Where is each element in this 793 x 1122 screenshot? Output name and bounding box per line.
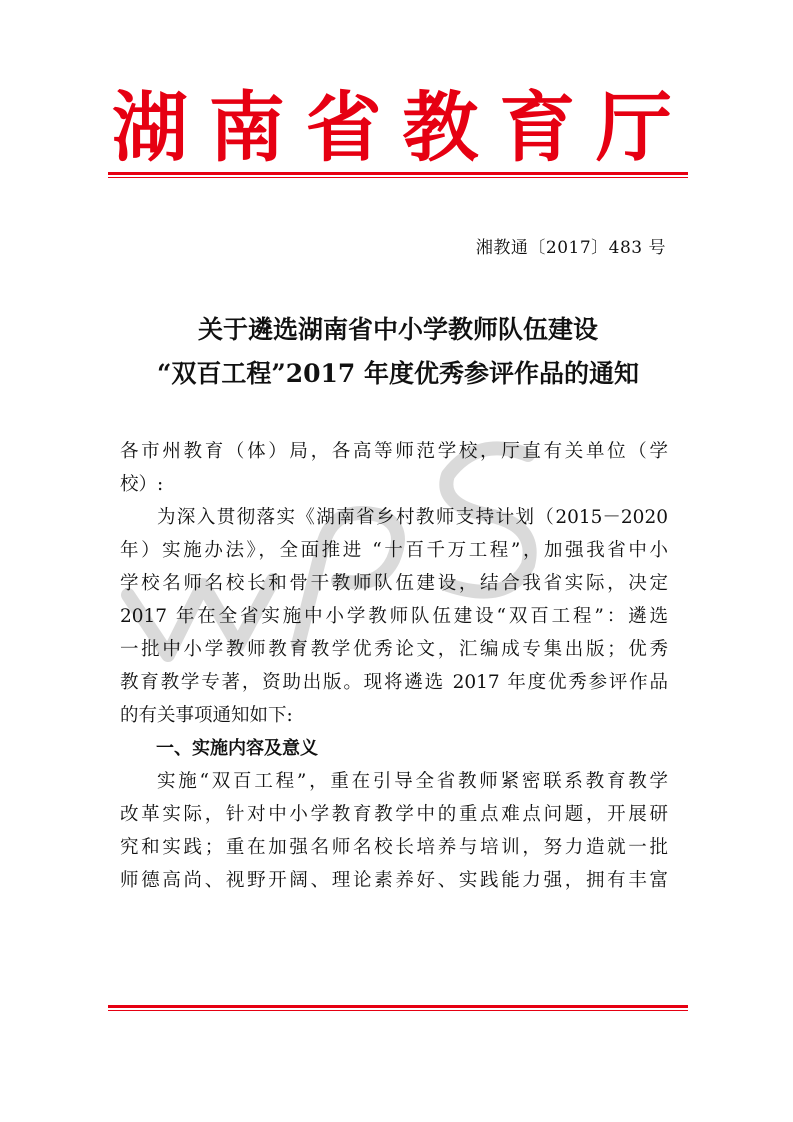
paragraph-line: 改革实际，针对中小学教育教学中的重点难点问题，开展研 xyxy=(120,804,668,825)
body-text xyxy=(120,435,668,897)
paragraph-line: 教育教学专著，资助出版。现将遴选 2017 年度优秀参评作品 xyxy=(120,672,668,693)
header-title xyxy=(112,82,672,174)
header-char: 省 xyxy=(305,83,382,172)
document-title xyxy=(108,308,688,396)
addressee-paragraph xyxy=(120,435,668,501)
document-number: 湘教通〔2017〕483 号 xyxy=(475,238,666,258)
header-rule-thin xyxy=(108,177,688,178)
header-char: 教 xyxy=(402,83,479,172)
paragraph-line: 究和实践；重在加强名师名校长培养与培训，努力造就一批 xyxy=(120,837,668,858)
header-char: 育 xyxy=(499,83,576,172)
paragraph-line: 实施“双百工程”，重在引导全省教师紧密联系教育教学 xyxy=(157,771,668,792)
header-rule-thick xyxy=(108,172,688,175)
paragraph-line: 师德高尚、视野开阔、理论素养好、实践能力强，拥有丰富 xyxy=(120,870,668,891)
paragraph-line: 一批中小学教师教育教学优秀论文，汇编成专集出版；优秀 xyxy=(120,639,668,660)
paragraph-line: 学校名师名校长和骨干教师队伍建设，结合我省实际，决定 xyxy=(120,573,668,594)
paragraph-1 xyxy=(120,501,668,732)
header-char: 南 xyxy=(208,83,285,172)
paragraph-line: 2017 年在全省实施中小学教师队伍建设“双百工程”：遴选 xyxy=(120,606,668,627)
header-char: 厅 xyxy=(595,83,672,172)
addressee-line: 校）: xyxy=(120,474,164,495)
paragraph-2 xyxy=(120,765,668,897)
header-char: 湖 xyxy=(112,83,188,172)
paragraph-line: 的有关事项通知如下: xyxy=(120,705,293,726)
addressee-line: 各市州教育（体）局，各高等师范学校，厅直有关单位（学 xyxy=(120,441,668,462)
footer-rule-thin xyxy=(108,1010,688,1011)
section-heading: 一、实施内容及意义 xyxy=(156,738,318,759)
paragraph-line: 年）实施办法》，全面推进 “十百千万工程”，加强我省中小 xyxy=(120,540,668,561)
footer-rule-thick xyxy=(108,1005,688,1008)
paragraph-line: 为深入贯彻落实《湖南省乡村教师支持计划（2015－2020 xyxy=(157,507,668,528)
title-line-2: “双百工程”2017 年度优秀参评作品的通知 xyxy=(156,359,640,388)
title-line-1: 关于遴选湖南省中小学教师队伍建设 xyxy=(197,315,598,344)
